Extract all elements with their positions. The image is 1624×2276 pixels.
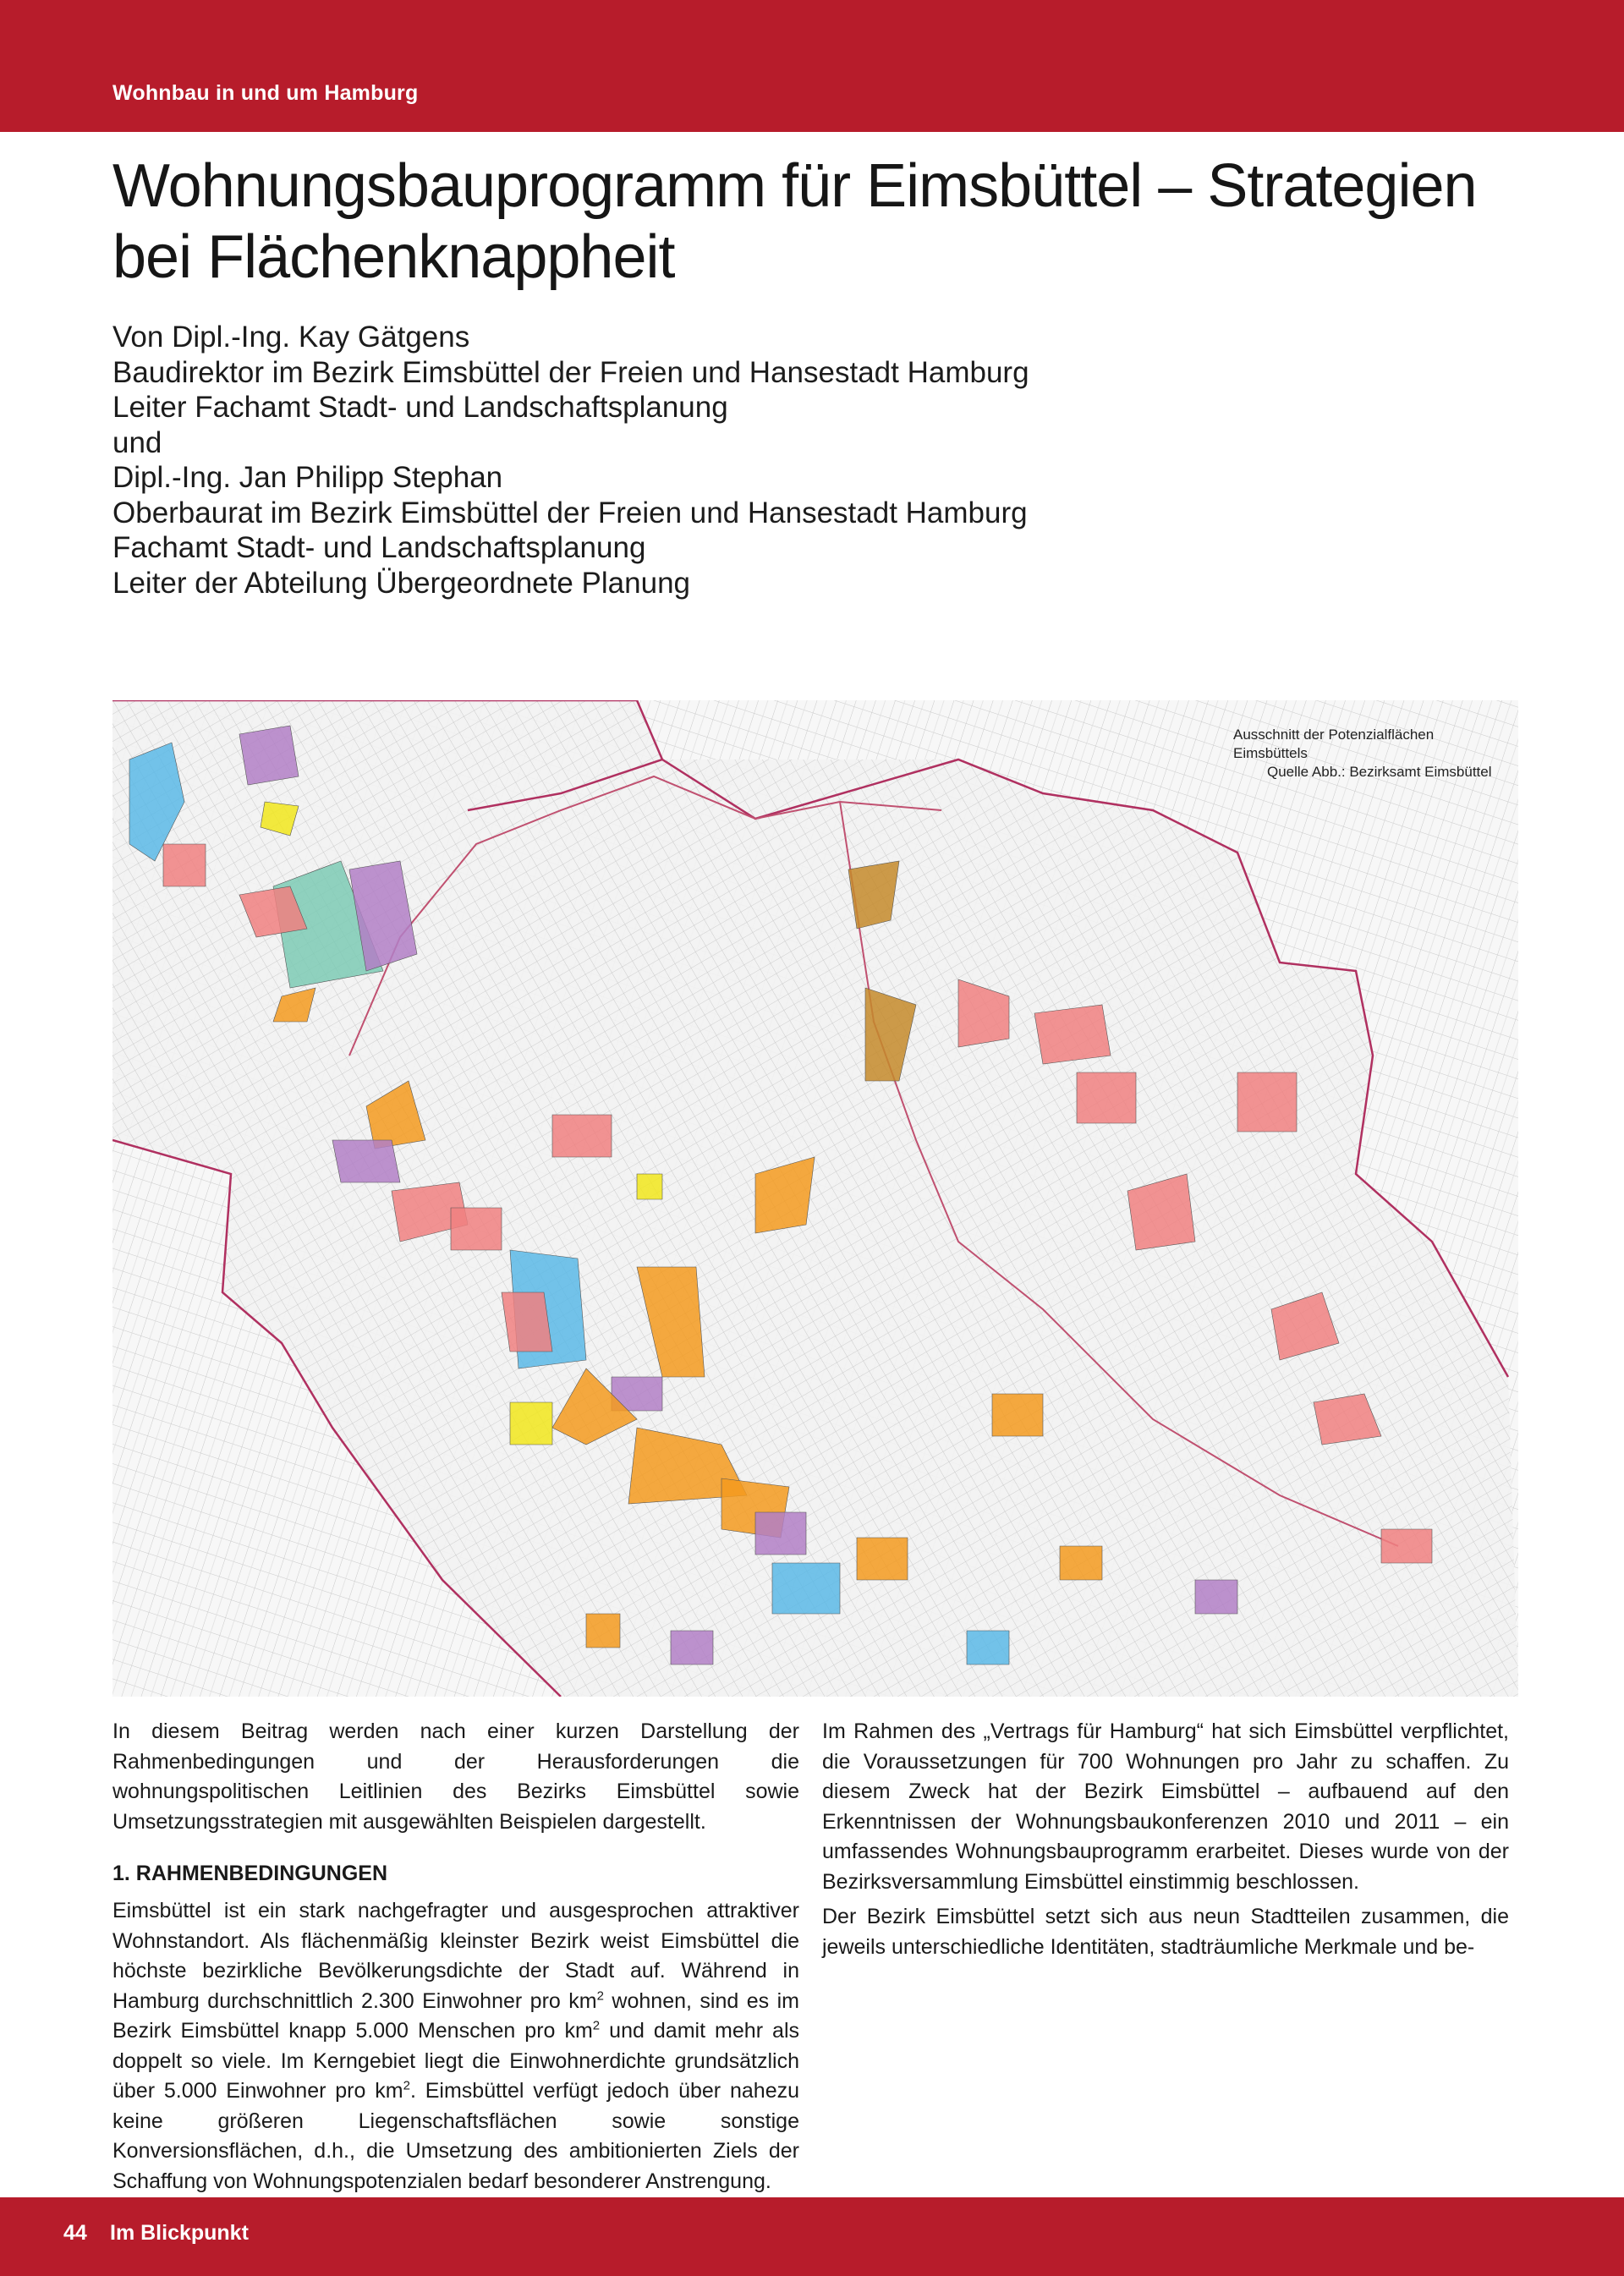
potential-area-parcel [671,1631,713,1664]
top-banner [0,0,1624,132]
author-line: Leiter der Abteilung Übergeordnete Planung [112,566,690,600]
author-line: und [112,425,162,459]
intro-paragraph: In diesem Beitrag werden nach einer kurzen Darstellung der Rahmenbedingungen und der Herausforderungen die wohnungspolitischen Leitlinien des Bezirks Eimsbüttel sowie Umsetzungsstrategien mit ausgewählten Beispielen dargestellt. [112,1719,799,1834]
potential-area-parcel [755,1512,806,1555]
title-line-2: bei Flächenknappheit [112,223,675,291]
potential-area-parcel [1060,1546,1102,1580]
section-kicker: Wohnbau in und um Hamburg [112,81,419,105]
text-run: und damit mehr als doppelt so viele. Im Kerngebiet liegt die Einwohnerdichte grundsätzlich über 5.000 Einwohner pro km [112,2019,799,2103]
text-column-right [822,1717,1509,1962]
author-line: Oberbaurat im Bezirk Eimsbüttel der Freien und Hansestadt Hamburg [112,496,1028,529]
map-graphic [112,700,1518,1697]
potential-area-parcel [1381,1529,1432,1563]
potential-area-parcel [857,1538,908,1580]
potential-area-parcel [510,1402,552,1445]
potential-areas-map [112,700,1518,1697]
text-run: Eimsbüttel ist ein stark nachgefragter und ausgesprochen attraktiver Wohnstandort. Als flächenmäßig kleinster Bezirk weist Eimsbüttel die höchste bezirkliche Bevölkerungsdichte der Stadt auf. Während in Hamburg durchschnittlich 2.300 Einwohner pro km [112,1899,799,2013]
potential-area-parcel [992,1394,1043,1436]
bottom-banner [0,2197,1624,2276]
footer-section-label: Im Blickpunkt [110,2221,249,2245]
author-line: Baudirektor im Bezirk Eimsbüttel der Freien und Hansestadt Hamburg [112,355,1029,389]
potential-area-parcel [552,1115,612,1157]
author-line: Von Dipl.-Ing. Kay Gätgens [112,321,470,354]
text-run: wohnen, sind es im Bezirk Eimsbüttel knapp 5.000 Menschen pro km [112,1988,800,2043]
superscript: 2 [403,2078,410,2093]
body-paragraph: Der Bezirk Eimsbüttel setzt sich aus neun Stadtteilen zusammen, die jeweils unterschiedliche Identitäten, stadträumliche Merkmale und be- [822,1905,1509,1959]
body-paragraph: Im Rahmen des „Vertrags für Hamburg“ hat sich Eimsbüttel verpflichtet, die Voraussetzungen für 700 Wohnungen pro Jahr zu schaffen. Zu diesem Zweck hat der Bezirk Eimsbüttel – aufbauend auf den Erkenntnissen der Wohnungsbaukonferenzen 2010 und 2011 – ein umfassendes Wohnungsbauprogramm erarbeitet. Dieses wurde von der Bezirksversammlung Eimsbüttel einstimmig beschlossen. [822,1719,1509,1894]
potential-area-parcel [637,1174,662,1199]
potential-area-parcel [163,844,206,886]
caption-line: Ausschnitt der Potenzialflächen [1233,727,1435,743]
potential-area-parcel [1195,1580,1237,1614]
article-title [112,151,1508,293]
author-line: Dipl.-Ing. Jan Philipp Stephan [112,461,503,494]
author-line: Fachamt Stadt- und Landschaftsplanung [112,531,646,564]
page-number: 44 [63,2221,87,2245]
text-run: . Eimsbüttel verfügt jedoch über nahezu keine größeren Liegenschaftsflächen sowie sonstige Konversionsflächen, d.h., die Umsetzung des ambitionierten Ziels der Schaffung von Wohnungspotenzialen bedarf besonderer Anstrengung. [112,2079,799,2193]
superscript: 2 [592,2018,601,2033]
potential-area-parcel [772,1563,840,1614]
potential-area-parcel [1034,1005,1111,1064]
title-line-1: Wohnungsbauprogramm für Eimsbüttel – Strategien [112,152,1477,220]
superscript: 2 [596,1988,604,2004]
potential-area-parcel [967,1631,1009,1664]
caption-line: Eimsbüttels [1233,745,1308,761]
figure-caption [1233,726,1512,782]
author-line: Leiter Fachamt Stadt- und Landschaftsplanung [112,391,728,424]
section-heading: 1. RAHMENBEDINGUNGEN [112,1862,388,1885]
figure-source: Quelle Abb.: Bezirksamt Eimsbüttel [1267,764,1492,780]
body-paragraph [112,1896,799,2196]
potential-area-parcel [502,1292,552,1352]
potential-area-parcel [332,1140,400,1182]
text-column-left [112,1717,799,2196]
potential-area-parcel [451,1208,502,1250]
potential-area-parcel [586,1614,620,1648]
potential-area-parcel [1237,1072,1297,1132]
author-block [112,320,1466,601]
potential-area-parcel [1077,1072,1136,1123]
potential-area-parcel [239,726,299,785]
